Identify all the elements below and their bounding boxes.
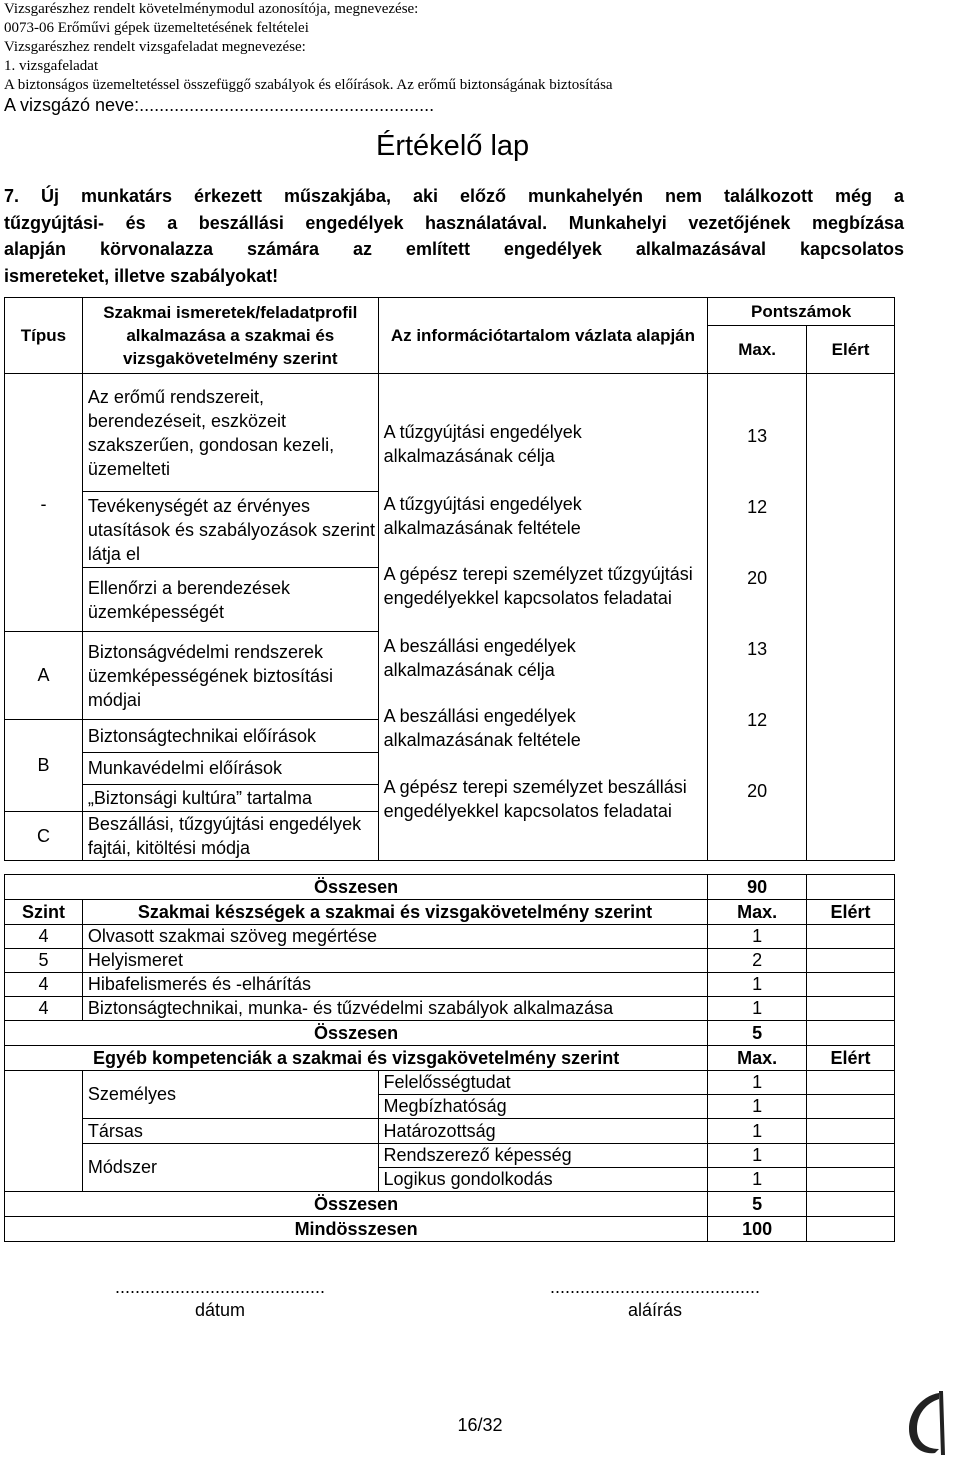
competency-achieved[interactable]	[807, 1095, 895, 1119]
header-skills: Szakmai készségek a szakmai és vizsgakövetelmény szerint	[82, 900, 707, 925]
task-line: alapján körvonalazza számára az említett engedélyek alkalmazásával kapcsolatos	[4, 239, 904, 259]
competency-max: 1	[708, 1168, 807, 1192]
skill-text: Hibafelismerés és -elhárítás	[82, 973, 707, 997]
competency-max: 1	[708, 1095, 807, 1119]
competency-achieved[interactable]	[807, 1144, 895, 1168]
profile-cell: Beszállási, tűzgyújtási engedélyek fajtái, kitöltési módja	[82, 812, 378, 861]
competency-text: Felelősségtudat	[378, 1071, 708, 1095]
evaluation-table	[4, 297, 895, 861]
competency-text: Határozottság	[378, 1119, 708, 1144]
header-max: Max.	[708, 900, 807, 925]
profile-cell: Biztonságvédelmi rendszerek üzemképességének biztosítási módjai	[82, 632, 378, 720]
type-cell: B	[5, 720, 83, 812]
type-cell: -	[5, 374, 83, 632]
task-line: 7. Új munkatárs érkezett műszakjába, aki előző munkahelyén nem találkozott még a	[4, 186, 904, 206]
other-total-value: 5	[708, 1192, 807, 1217]
competency-text: Rendszerező képesség	[378, 1144, 708, 1168]
skill-achieved[interactable]	[807, 925, 895, 949]
skill-text: Olvasott szakmai szöveg megértése	[82, 925, 707, 949]
competency-achieved[interactable]	[807, 1071, 895, 1095]
header-task-number: 1. vizsgafeladat	[4, 58, 99, 74]
profile-cell: Biztonságtechnikai előírások	[83, 720, 378, 753]
skill-level: 5	[5, 949, 83, 973]
page-number: 16/32	[457, 1415, 503, 1435]
max-points: 12	[747, 497, 768, 517]
grand-total-achieved[interactable]	[807, 1217, 895, 1242]
max-points: 12	[747, 710, 768, 730]
competency-achieved[interactable]	[807, 1168, 895, 1192]
header-module-name: 0073-06 Erőművi gépek üzemeltetésének feltételei	[4, 20, 309, 36]
outline-item: A tűzgyújtási engedélyek alkalmazásának célja	[383, 422, 582, 466]
skill-achieved[interactable]	[807, 973, 895, 997]
skill-text: Biztonságtechnikai, munka- és tűzvédelmi szabályok alkalmazása	[82, 997, 707, 1021]
signature-label: aláírás	[627, 1300, 683, 1320]
header-task-label: Vizsgarészhez rendelt vizsgafeladat megnevezése:	[4, 39, 306, 55]
skill-text: Helyismeret	[82, 949, 707, 973]
skills-table	[4, 874, 895, 1242]
examinee-name-field: A vizsgázó neve:...........................................................	[4, 95, 435, 115]
profile-cell: Az erőmű rendszereit, berendezéseit, eszközeit szakszerűen, gondosan kezeli, üzemelteti	[82, 374, 378, 492]
signature-block	[515, 1277, 795, 1321]
header-achieved: Elért	[807, 326, 895, 374]
date-label: dátum	[194, 1300, 246, 1320]
date-dots: ..........................................	[114, 1277, 326, 1297]
header-profile: Szakmai ismeretek/feladatprofil alkalmazása a szakmai és vizsgakövetelmény szerint	[82, 298, 378, 374]
task-description	[4, 183, 904, 289]
header-achieved: Elért	[807, 900, 895, 925]
type-cell: C	[5, 812, 83, 861]
skill-max: 2	[708, 949, 807, 973]
task-line: ismereteket, illetve szabályokat!	[4, 265, 279, 286]
profile-cell: „Biztonsági kultúra” tartalma	[87, 788, 313, 808]
grand-total-label: Mindösszesen	[5, 1217, 708, 1242]
header-module-label: Vizsgarészhez rendelt követelménymodul azonosítója, megnevezése:	[4, 1, 419, 17]
task-line: tűzgyújtási- és a beszállási engedélyek használatával. Munkahelyi vezetőjének megbízása	[4, 212, 904, 233]
achieved-points-column[interactable]	[807, 374, 895, 861]
skills-total-label: Összesen	[5, 1021, 708, 1046]
profile-cell: Ellenőrzi a berendezések üzemképességét	[82, 568, 378, 632]
header-type: Típus	[5, 298, 83, 374]
header-content-outline: Az információtartalom vázlata alapján	[378, 298, 708, 374]
total-achieved[interactable]	[807, 875, 895, 900]
header-max: Max.	[708, 1046, 807, 1071]
header-max: Max.	[708, 326, 807, 374]
skill-achieved[interactable]	[807, 997, 895, 1021]
competency-text: Logikus gondolkodás	[378, 1168, 708, 1192]
skill-max: 1	[708, 925, 807, 949]
outline-item: A gépész terepi személyzet tűzgyújtási engedélyekkel kapcsolatos feladatai	[383, 564, 693, 608]
competency-group: Személyes	[82, 1071, 378, 1119]
max-points: 13	[747, 639, 768, 659]
skill-level: 4	[5, 925, 83, 949]
page-title: Értékelő lap	[376, 130, 530, 162]
header-achieved: Elért	[807, 1046, 895, 1071]
header-other-competencies: Egyéb kompetenciák a szakmai és vizsgakövetelmény szerint	[5, 1046, 708, 1071]
skill-level: 4	[5, 973, 83, 997]
profile-cell: Tevékenységét az érvényes utasítások és szabályozások szerint látja el	[82, 492, 378, 568]
skill-achieved[interactable]	[807, 949, 895, 973]
max-points: 20	[747, 568, 768, 588]
content-outline-column	[378, 374, 708, 861]
publisher-logo	[895, 1385, 955, 1460]
header-task-name: A biztonságos üzemeltetéssel összefüggő szabályok és előírások. Az erőmű biztonságának biztosítása	[4, 77, 613, 93]
skills-total-achieved[interactable]	[807, 1021, 895, 1046]
header-level: Szint	[5, 900, 83, 925]
max-points: 13	[747, 426, 768, 446]
max-points-column	[708, 374, 807, 861]
grand-total-value: 100	[708, 1217, 807, 1242]
other-total-label: Összesen	[5, 1192, 708, 1217]
outline-item: A beszállási engedélyek alkalmazásának célja	[383, 636, 576, 680]
outline-item: A gépész terepi személyzet beszállási engedélyekkel kapcsolatos feladatai	[383, 777, 687, 821]
competency-group: Társas	[82, 1119, 378, 1144]
outline-item: A beszállási engedélyek alkalmazásának feltétele	[383, 706, 581, 750]
other-total-achieved[interactable]	[807, 1192, 895, 1217]
competency-max: 1	[708, 1144, 807, 1168]
competency-achieved[interactable]	[807, 1119, 895, 1144]
competency-group: Módszer	[82, 1144, 378, 1192]
skill-max: 1	[708, 973, 807, 997]
header-points: Pontszámok	[708, 298, 895, 326]
max-points: 20	[747, 781, 768, 801]
total-label: Összesen	[5, 875, 708, 900]
skill-level: 4	[5, 997, 83, 1021]
date-signature-block	[80, 1277, 360, 1321]
total-value: 90	[708, 875, 807, 900]
competency-max: 1	[708, 1071, 807, 1095]
competency-max: 1	[708, 1119, 807, 1144]
outline-item: A tűzgyújtási engedélyek alkalmazásának feltétele	[383, 494, 582, 538]
skill-max: 1	[708, 997, 807, 1021]
skills-total-value: 5	[708, 1021, 807, 1046]
profile-group	[82, 720, 378, 812]
competency-text: Megbízhatóság	[378, 1095, 708, 1119]
type-cell: A	[5, 632, 83, 720]
signature-dots: ..........................................	[549, 1277, 761, 1297]
profile-cell: Munkavédelmi előírások	[83, 753, 378, 785]
